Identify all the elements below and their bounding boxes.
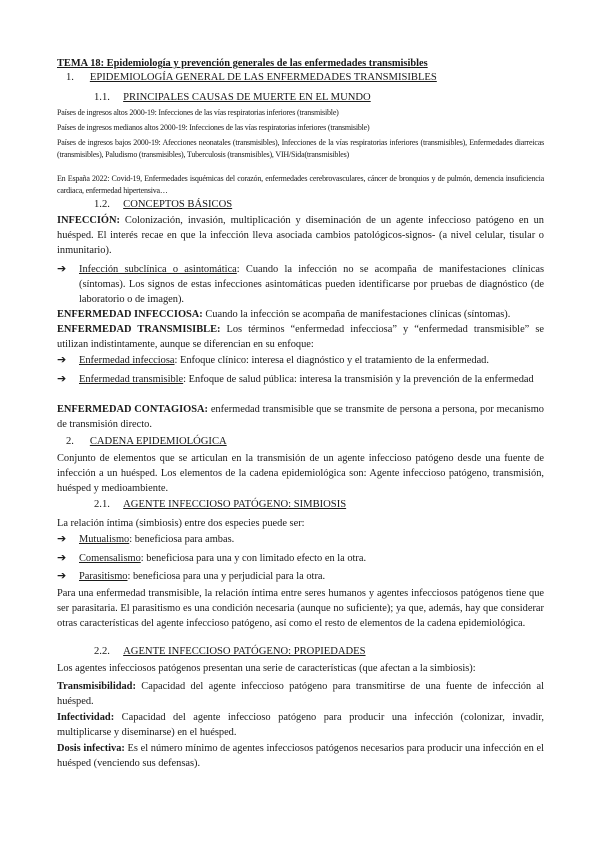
cadena-paragraph: Conjunto de elementos que se articulan en la transmisión de un agente infeccioso patógeno desde una fuente de infección a un huésped. Los elementos de la cadena epidemiológica son: Agente infeccioso patógeno, transmisión, huésped y medioambiente.	[57, 453, 544, 494]
cause-item: Países de ingresos medianos altos 2000-19: Infecciones de las vías respiratorias inferiores (transmisible)	[57, 123, 370, 132]
simbiosis-bullet: Parasitismo: beneficiosa para una y perjudicial para la otra.	[79, 571, 326, 582]
definition-enfermedad-contagiosa: ENFERMEDAD CONTAGIOSA: enfermedad transmisible que se transmite de persona a persona, por mecanismo de transmisión directo.	[57, 404, 545, 430]
definition-infeccion: INFECCIÓN: Colonización, invasión, multiplicación y diseminación de un agente infeccioso patógeno en un huésped. El interés recae en que la infección lleva asociada cambios patológicos-signos- (a nivel celular, tisular o inmunitario).	[57, 215, 544, 256]
section-heading-2-2: 2.2. AGENTE INFECCIOSO PATÓGENO: PROPIEDADES	[94, 646, 366, 657]
simbiosis-bullet: Mutualismo: beneficiosa para ambas.	[79, 534, 235, 545]
section-heading-2: 2. CADENA EPIDEMIOLÓGICA	[66, 436, 227, 447]
arrow-right-icon: ➔	[57, 262, 67, 275]
arrow-right-icon: ➔	[57, 353, 67, 366]
section-heading-1-2: 1.2. CONCEPTOS BÁSICOS	[94, 199, 233, 210]
property-transmisibilidad: Transmisibilidad: Capacidad del agente infeccioso patógeno para transmitirse de una fuente de infección al huésped.	[57, 681, 544, 707]
section-heading-2-1: 2.1. AGENTE INFECCIOSO PATÓGENO: SIMBIOSIS	[94, 499, 347, 510]
section-heading-1: 1. EPIDEMIOLOGÍA GENERAL DE LAS ENFERMEDADES TRANSMISIBLES	[66, 72, 437, 83]
propiedades-intro: Los agentes infecciosos patógenos presentan una serie de características (que afectan a la simbiosis):	[57, 663, 476, 674]
arrow-right-icon: ➔	[57, 551, 67, 564]
cause-item: Países de ingresos bajos 2000-19: Afecciones neonatales (transmisibles), Infecciones de la vías respiratorias inferiores (transmisibles), Enfermedades diarreicas (transmisibles), Paludismo (transmisibles), Tuberculosis (transmisibles), VIH/Sida(transmisibles)	[57, 138, 544, 159]
arrow-right-icon: ➔	[57, 532, 67, 545]
document-title: TEMA 18: Epidemiología y prevención generales de las enfermedades transmisibles	[57, 58, 428, 69]
arrow-right-icon: ➔	[57, 372, 67, 385]
property-dosis-infectiva: Dosis infectiva: Es el número mínimo de agentes infecciosos patógenos necesarios para producir una infección en el huésped (venciendo sus defensas).	[57, 743, 544, 769]
arrow-right-icon: ➔	[57, 569, 67, 582]
definition-enfermedad-transmisible: ENFERMEDAD TRANSMISIBLE: Los términos “enfermedad infecciosa” y “enfermedad transmisible” se utilizan indistintamente, aunque se diferencian en su enfoque:	[57, 324, 544, 350]
parasitaria-paragraph: Para una enfermedad transmisible, la relación íntima entre seres humanos y agentes infecciosos patógenos tiene que ser parasitaria. El parasitismo es una condición necesaria (aunque no suficiente); ya que, además, hay que considerar otras características del agente infeccioso patógeno, así como el resto de elementos de la cadena epidemiológica.	[57, 588, 544, 629]
section-heading-1-1: 1.1. PRINCIPALES CAUSAS DE MUERTE EN EL MUNDO	[94, 92, 371, 103]
simbiosis-bullet: Comensalismo: beneficiosa para una y con limitado efecto en la otra.	[79, 553, 367, 564]
enfoque-bullet: Enfermedad transmisible: Enfoque de salud pública: interesa la transmisión y la prevención de la enfermedad	[79, 374, 534, 385]
definition-enfermedad-infecciosa: ENFERMEDAD INFECCIOSA: Cuando la infección se acompaña de manifestaciones clínicas (síntomas).	[57, 309, 511, 320]
cause-item: Países de ingresos altos 2000-19: Infecciones de las vías respiratorias inferiores (transmisible)	[57, 108, 339, 117]
simbiosis-intro: La relación íntima (simbiosis) entre dos especies puede ser:	[57, 518, 305, 529]
subclinica-bullet: Infección subclínica o asintomática: Cuando la infección no se acompaña de manifestaciones clínicas (síntomas). Los signos de estas infecciones asintomáticas pueden identificarse por pruebas de diagnóstico (de laboratorio o de imagen).	[79, 264, 544, 305]
enfoque-bullet: Enfermedad infecciosa: Enfoque clínico: interesa el diagnóstico y el tratamiento de la enfermedad.	[79, 355, 489, 366]
cause-item: En España 2022: Covid-19, Enfermedades isquémicas del corazón, enfermedades cerebrovasculares, cáncer de bronquios y de pulmón, demencia insuficiencia cardiaca, enfermedad hipertensiva…	[57, 174, 544, 195]
property-infectividad: Infectividad: Capacidad del agente infeccioso patógeno para producir una infección (colonizar, invadir, multiplicarse y diseminarse) en el huésped.	[57, 712, 544, 738]
